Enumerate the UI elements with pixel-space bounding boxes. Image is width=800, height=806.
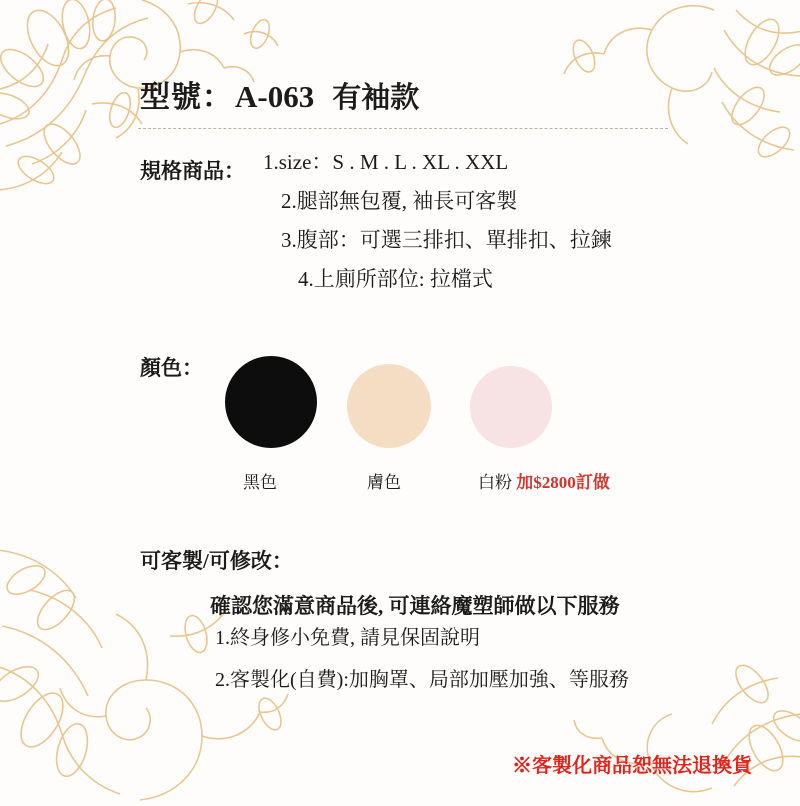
return-policy-notice: ※客製化商品恕無法退換貨 xyxy=(512,755,752,777)
spec-list xyxy=(263,152,693,308)
color-swatch-surcharge: 加$2800訂做 xyxy=(516,473,610,492)
color-section-label: 顏色： xyxy=(140,356,203,380)
custom-service-list xyxy=(215,628,735,712)
spec-section-label: 規格商品： xyxy=(140,159,245,183)
custom-service-item: 2.客製化(自費):加胸罩、局部加壓加強、等服務 xyxy=(215,669,629,691)
color-swatch-label-text: 白粉 xyxy=(478,473,512,492)
spec-item: 4.上廁所部位: 拉檔式 xyxy=(298,267,493,291)
color-swatch-label-pink xyxy=(478,468,610,493)
color-swatch-black[interactable] xyxy=(225,356,317,448)
color-swatch-nude[interactable] xyxy=(347,364,431,448)
color-swatch-pink[interactable] xyxy=(470,366,552,448)
custom-service-item: 1.終身修小免費, 請見保固說明 xyxy=(215,627,480,649)
spec-item: 3.腹部：可選三排扣、單排扣、拉鍊 xyxy=(281,228,612,252)
spec-item: 2.腿部無包覆, 袖長可客製 xyxy=(281,189,518,213)
spec-item: 1.size：S . M . L . XL . XXL xyxy=(263,150,509,174)
page-title xyxy=(140,72,419,116)
custom-section-heading: 確認您滿意商品後, 可連絡魔塑師做以下服務 xyxy=(210,594,620,618)
color-swatch-group xyxy=(225,356,695,496)
custom-section-label: 可客製/可修改： xyxy=(140,549,293,573)
title-suffix: 有袖款 xyxy=(332,82,420,114)
color-swatch-label: 膚色 xyxy=(367,473,401,492)
color-swatch-label: 黑色 xyxy=(243,473,277,492)
model-code: A-063 xyxy=(235,79,315,114)
title-divider xyxy=(138,128,668,129)
title-label: 型號： xyxy=(140,81,233,114)
